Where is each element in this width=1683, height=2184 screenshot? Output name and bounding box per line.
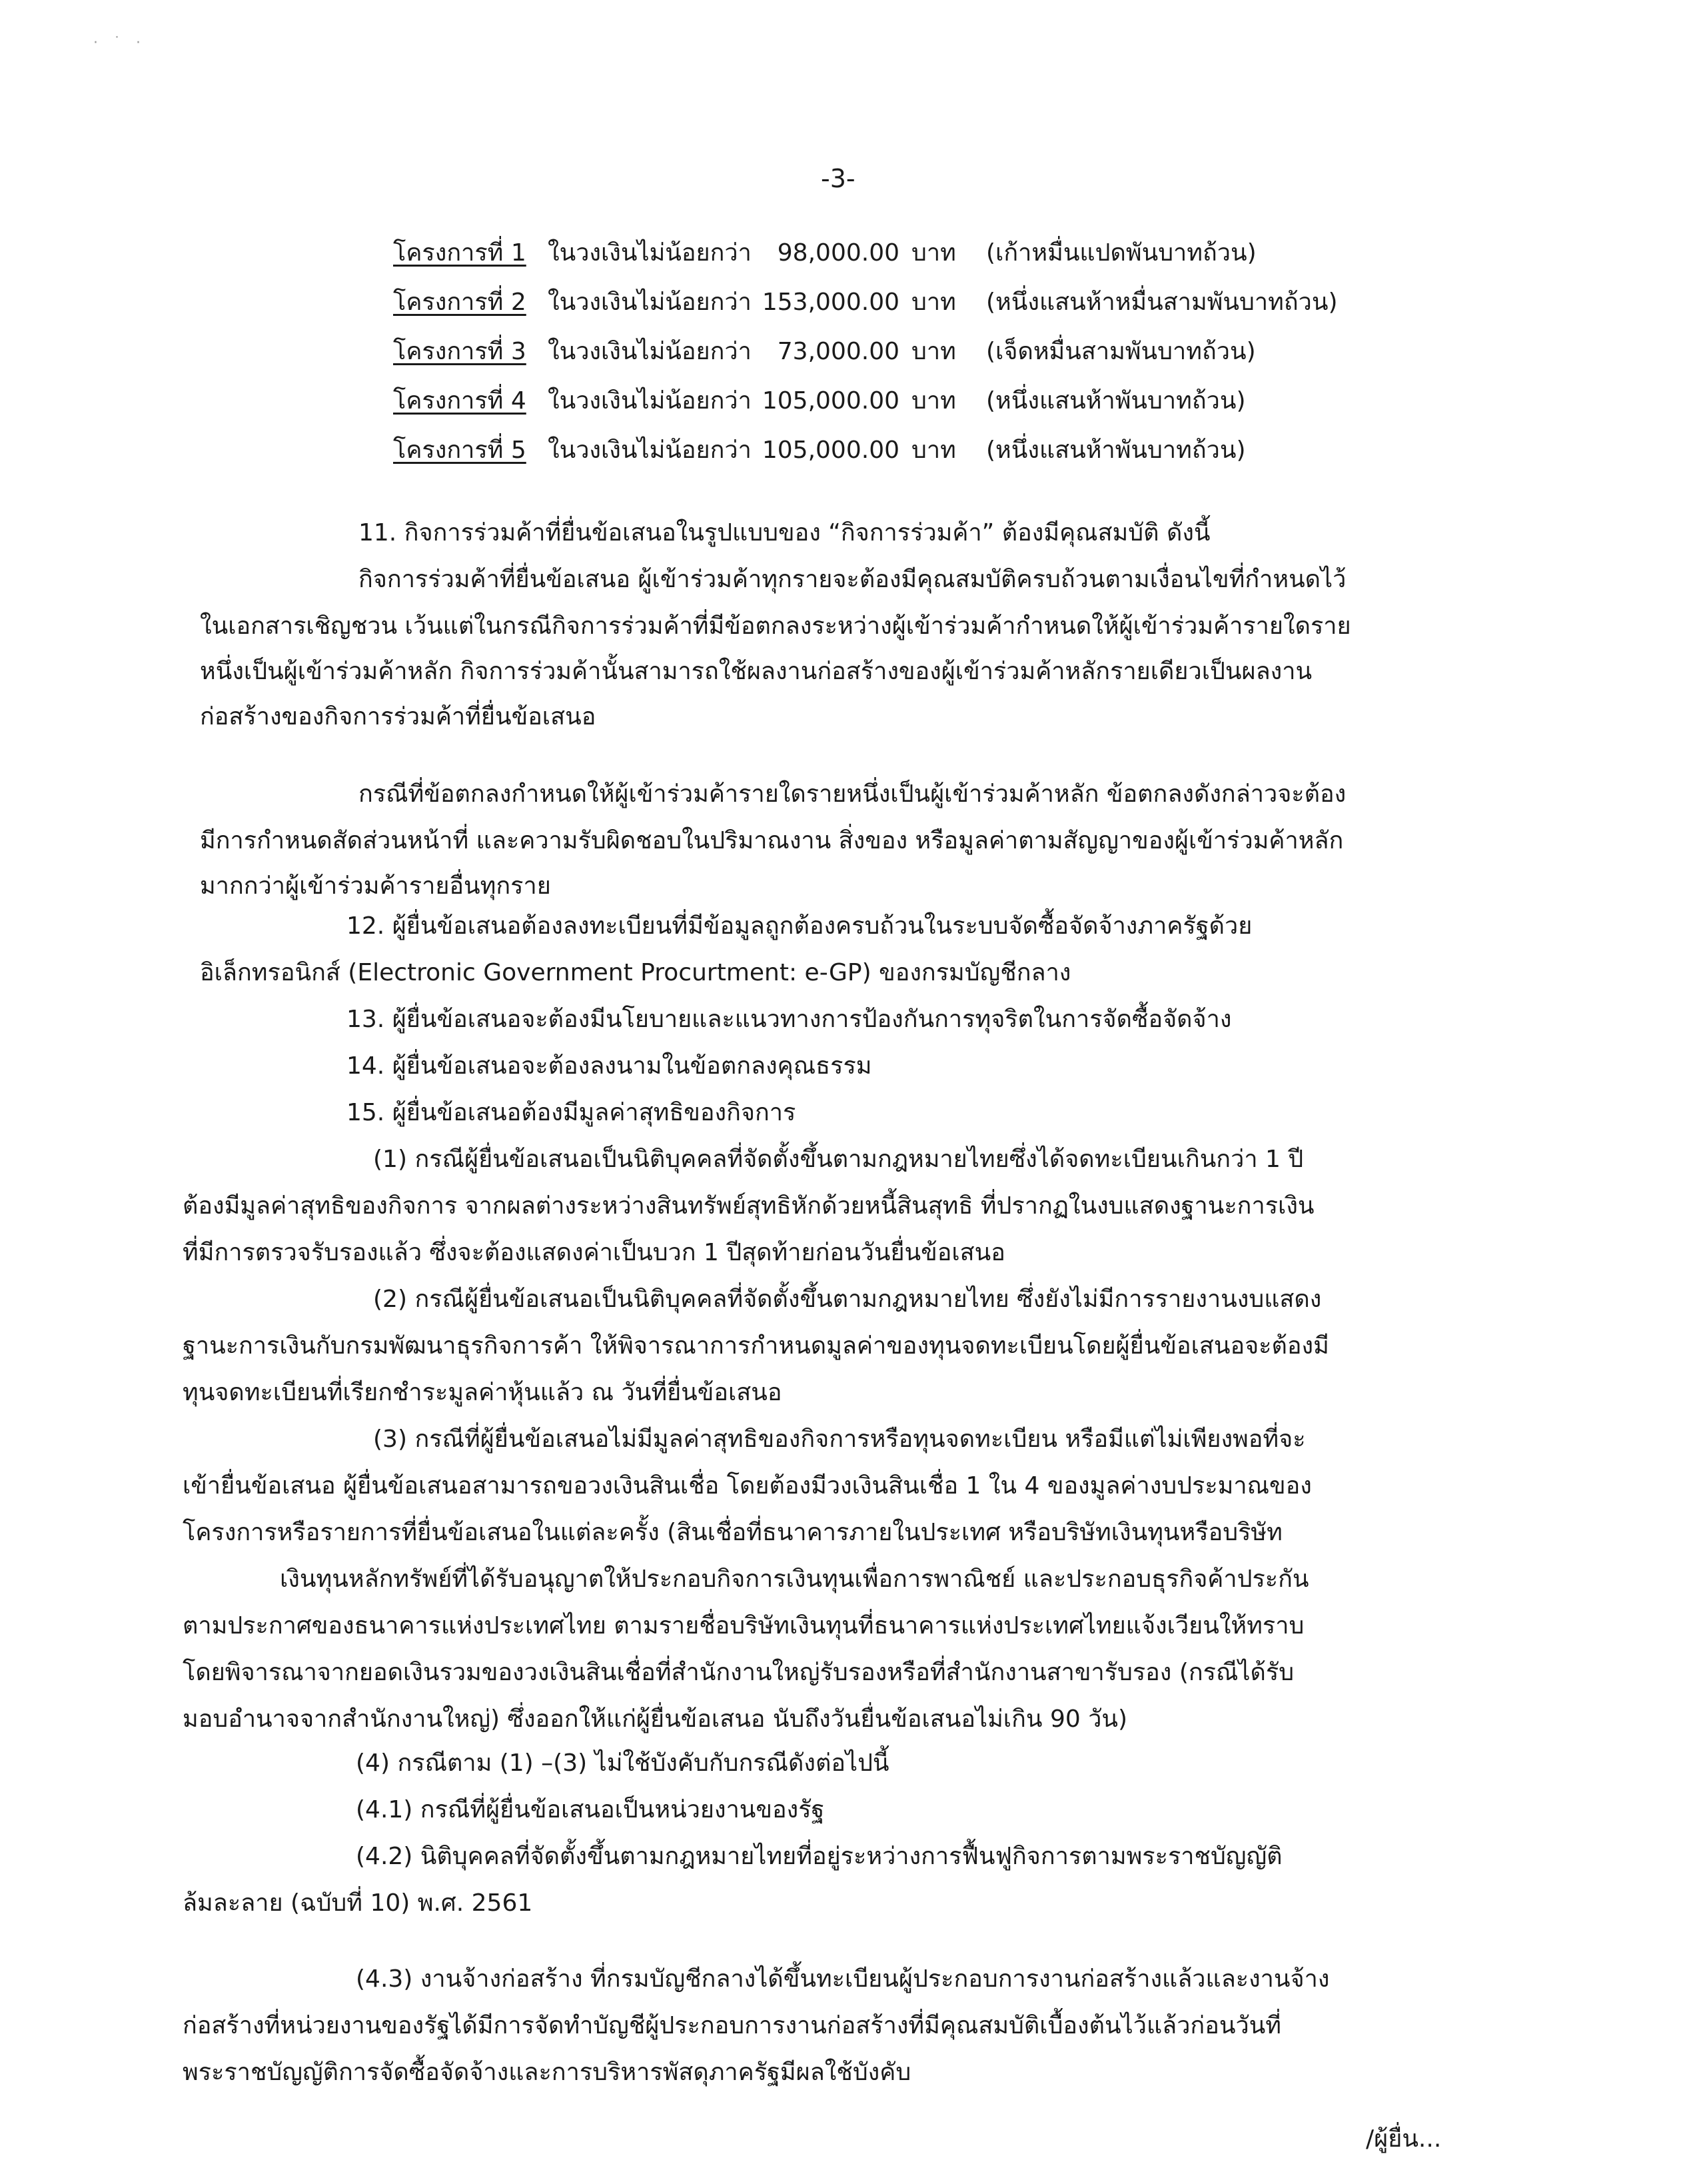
body-line: ในเอกสารเชิญชวน เว้นแต่ในกรณีกิจการร่วมค้าที่มีข้อตกลงระหว่างผู้เข้าร่วมค้ากำหนดให้ผู้เข้าร่วมค้ารายใดราย bbox=[200, 612, 1351, 640]
body-line: อิเล็กทรอนิกส์ (Electronic Government Procurtment: e-GP) ของกรมบัญชีกลาง bbox=[200, 959, 1071, 986]
body-line: ทุนจดทะเบียนที่เรียกชำระมูลค่าหุ้นแล้ว ณ วันที่ยื่นข้อเสนอ bbox=[183, 1379, 782, 1406]
body-line: (4.2) นิติบุคคลที่จัดตั้งขึ้นตามกฎหมายไทยที่อยู่ระหว่างการฟื้นฟูกิจการตามพระราชบัญญัติ bbox=[356, 1843, 1283, 1870]
project-line bbox=[393, 381, 1393, 421]
project-line bbox=[393, 332, 1393, 372]
project-unit: บาท bbox=[911, 338, 956, 365]
body-line: โดยพิจารณาจากยอดเงินรวมของวงเงินสินเชื่อที่สำนักงานใหญ่รับรองหรือที่สำนักงานสาขารับรอง (กรณีได้รับ bbox=[183, 1659, 1295, 1686]
body-line: ที่มีการตรวจรับรองแล้ว ซึ่งจะต้องแสดงค่าเป็นบวก 1 ปีสุดท้ายก่อนวันยื่นข้อเสนอ bbox=[183, 1239, 1005, 1266]
body-line: โครงการหรือรายการที่ยื่นข้อเสนอในแต่ละครั้ง (สินเชื่อที่ธนาคารภายในประเทศ หรือบริษัทเงินทุนหรือบริษัท bbox=[183, 1519, 1283, 1546]
body-line: มากกว่าผู้เข้าร่วมค้ารายอื่นทุกราย bbox=[200, 872, 551, 900]
body-line: พระราชบัญญัติการจัดซื้อจัดจ้างและการบริหารพัสดุภาครัฐมีผลใช้บังคับ bbox=[183, 2059, 911, 2086]
project-amount-words: (เจ็ดหมื่นสามพันบาทถ้วน) bbox=[986, 338, 1256, 365]
body-line: 12. ผู้ยื่นข้อเสนอต้องลงทะเบียนที่มีข้อมูลถูกต้องครบถ้วนในระบบจัดซื้อจัดจ้างภาครัฐด้วย bbox=[346, 912, 1253, 940]
project-amount: 105,000.00 bbox=[762, 387, 899, 415]
project-amount: 98,000.00 bbox=[777, 239, 899, 267]
project-name: โครงการที่ 3 bbox=[393, 338, 526, 365]
project-condition: ในวงเงินไม่น้อยกว่า bbox=[548, 437, 752, 464]
body-line: 13. ผู้ยื่นข้อเสนอจะต้องมีนโยบายและแนวทางการป้องกันการทุจริตในการจัดซื้อจัดจ้าง bbox=[346, 1006, 1232, 1033]
project-name: โครงการที่ 4 bbox=[393, 387, 526, 415]
project-name: โครงการที่ 5 bbox=[393, 437, 526, 464]
body-line: (4.1) กรณีที่ผู้ยื่นข้อเสนอเป็นหน่วยงานของรัฐ bbox=[356, 1796, 825, 1823]
body-line: (1) กรณีผู้ยื่นข้อเสนอเป็นนิติบุคคลที่จัดตั้งขึ้นตามกฎหมายไทยซึ่งได้จดทะเบียนเกินกว่า 1 ปี bbox=[373, 1146, 1304, 1173]
body-line: ล้มละลาย (ฉบับที่ 10) พ.ศ. 2561 bbox=[183, 1889, 533, 1917]
project-condition: ในวงเงินไม่น้อยกว่า bbox=[548, 289, 752, 316]
body-line: ต้องมีมูลค่าสุทธิของกิจการ จากผลต่างระหว่างสินทรัพย์สุทธิหักด้วยหนี้สินสุทธิ ที่ปรากฏในงบแสดงฐานะการเงิน bbox=[183, 1192, 1315, 1220]
project-line bbox=[393, 233, 1393, 273]
body-line: เงินทุนหลักทรัพย์ที่ได้รับอนุญาตให้ประกอบกิจการเงินทุนเพื่อการพาณิชย์ และประกอบธุรกิจค้าประกัน bbox=[280, 1566, 1309, 1593]
body-line: มอบอำนาจจากสำนักงานใหญ่) ซึ่งออกให้แก่ผู้ยื่นข้อเสนอ นับถึงวันยื่นข้อเสนอไม่เกิน 90 วัน) bbox=[183, 1705, 1128, 1733]
project-amount-words: (หนึ่งแสนห้าพันบาทถ้วน) bbox=[986, 437, 1246, 464]
project-unit: บาท bbox=[911, 289, 956, 316]
project-name: โครงการที่ 1 bbox=[393, 239, 526, 267]
body-line: มีการกำหนดสัดส่วนหน้าที่ และความรับผิดชอบในปริมาณงาน สิ่งของ หรือมูลค่าตามสัญญาของผู้เข้าร่วมค้าหลัก bbox=[200, 827, 1344, 854]
project-unit: บาท bbox=[911, 437, 956, 464]
project-condition: ในวงเงินไม่น้อยกว่า bbox=[548, 239, 752, 267]
body-line: (4.3) งานจ้างก่อสร้าง ที่กรมบัญชีกลางได้ขึ้นทะเบียนผู้ประกอบการงานก่อสร้างแล้วและงานจ้าง bbox=[356, 1965, 1330, 1993]
body-line: กรณีที่ข้อตกลงกำหนดให้ผู้เข้าร่วมค้ารายใดรายหนึ่งเป็นผู้เข้าร่วมค้าหลัก ข้อตกลงดังกล่าวจะต้อง bbox=[358, 780, 1347, 808]
project-condition: ในวงเงินไม่น้อยกว่า bbox=[548, 338, 752, 365]
project-condition: ในวงเงินไม่น้อยกว่า bbox=[548, 387, 752, 415]
project-amount: 153,000.00 bbox=[762, 289, 899, 316]
body-line: ก่อสร้างที่หน่วยงานของรัฐได้มีการจัดทำบัญชีผู้ประกอบการงานก่อสร้างที่มีคุณสมบัติเบื้องต้นไว้แล้วก่อนวันที่ bbox=[183, 2012, 1282, 2039]
body-line: เข้ายื่นข้อเสนอ ผู้ยื่นข้อเสนอสามารถขอวงเงินสินเชื่อ โดยต้องมีวงเงินสินเชื่อ 1 ใน 4 ของมูลค่างบประมาณของ bbox=[183, 1472, 1312, 1500]
body-line: 11. กิจการร่วมค้าที่ยื่นข้อเสนอในรูปแบบของ “กิจการร่วมค้า” ต้องมีคุณสมบัติ ดังนี้ bbox=[358, 519, 1211, 546]
body-line: 15. ผู้ยื่นข้อเสนอต้องมีมูลค่าสุทธิของกิจการ bbox=[346, 1099, 796, 1126]
body-line: ฐานะการเงินกับกรมพัฒนาธุรกิจการค้า ให้พิจารณาการกำหนดมูลค่าของทุนจดทะเบียนโดยผู้ยื่นข้อเสนอจะต้องมี bbox=[183, 1332, 1329, 1360]
body-line: (3) กรณีที่ผู้ยื่นข้อเสนอไม่มีมูลค่าสุทธิของกิจการหรือทุนจดทะเบียน หรือมีแต่ไม่เพียงพอที่จะ bbox=[373, 1426, 1306, 1453]
body-line: 14. ผู้ยื่นข้อเสนอจะต้องลงนามในข้อตกลงคุณธรรม bbox=[346, 1052, 872, 1080]
project-amount-words: (หนึ่งแสนห้าพันบาทถ้วน) bbox=[986, 387, 1246, 415]
body-line: (2) กรณีผู้ยื่นข้อเสนอเป็นนิติบุคคลที่จัดตั้งขึ้นตามกฎหมายไทย ซึ่งยังไม่มีการรายงานงบแสดง bbox=[373, 1286, 1322, 1313]
continuation-marker: /ผู้ยื่น... bbox=[1366, 2125, 1442, 2153]
project-unit: บาท bbox=[911, 387, 956, 415]
page-number: -3- bbox=[821, 164, 855, 193]
body-line: หนึ่งเป็นผู้เข้าร่วมค้าหลัก กิจการร่วมค้านั้นสามารถใช้ผลงานก่อสร้างของผู้เข้าร่วมค้าหลักรายเดียวเป็นผลงาน bbox=[200, 658, 1313, 685]
body-line: ตามประกาศของธนาคารแห่งประเทศไทย ตามรายชื่อบริษัทเงินทุนที่ธนาคารแห่งประเทศไทยแจ้งเวียนให้ทราบ bbox=[183, 1612, 1305, 1639]
project-amount: 105,000.00 bbox=[762, 437, 899, 464]
project-name: โครงการที่ 2 bbox=[393, 289, 526, 316]
project-amount-words: (หนึ่งแสนห้าหมื่นสามพันบาทถ้วน) bbox=[986, 289, 1338, 316]
scan-marks: · ˙ · bbox=[93, 35, 146, 51]
project-amount-words: (เก้าหมื่นแปดพันบาทถ้วน) bbox=[986, 239, 1257, 267]
project-unit: บาท bbox=[911, 239, 956, 267]
project-line bbox=[393, 431, 1393, 471]
project-amount: 73,000.00 bbox=[777, 338, 899, 365]
body-line: ก่อสร้างของกิจการร่วมค้าที่ยื่นข้อเสนอ bbox=[200, 703, 596, 730]
project-line bbox=[393, 283, 1393, 323]
body-line: กิจการร่วมค้าที่ยื่นข้อเสนอ ผู้เข้าร่วมค้าทุกรายจะต้องมีคุณสมบัติครบถ้วนตามเงื่อนไขที่กำหนดไว้ bbox=[358, 566, 1347, 593]
body-line: (4) กรณีตาม (1) –(3) ไม่ใช้บังคับกับกรณีดังต่อไปนี้ bbox=[356, 1749, 889, 1777]
